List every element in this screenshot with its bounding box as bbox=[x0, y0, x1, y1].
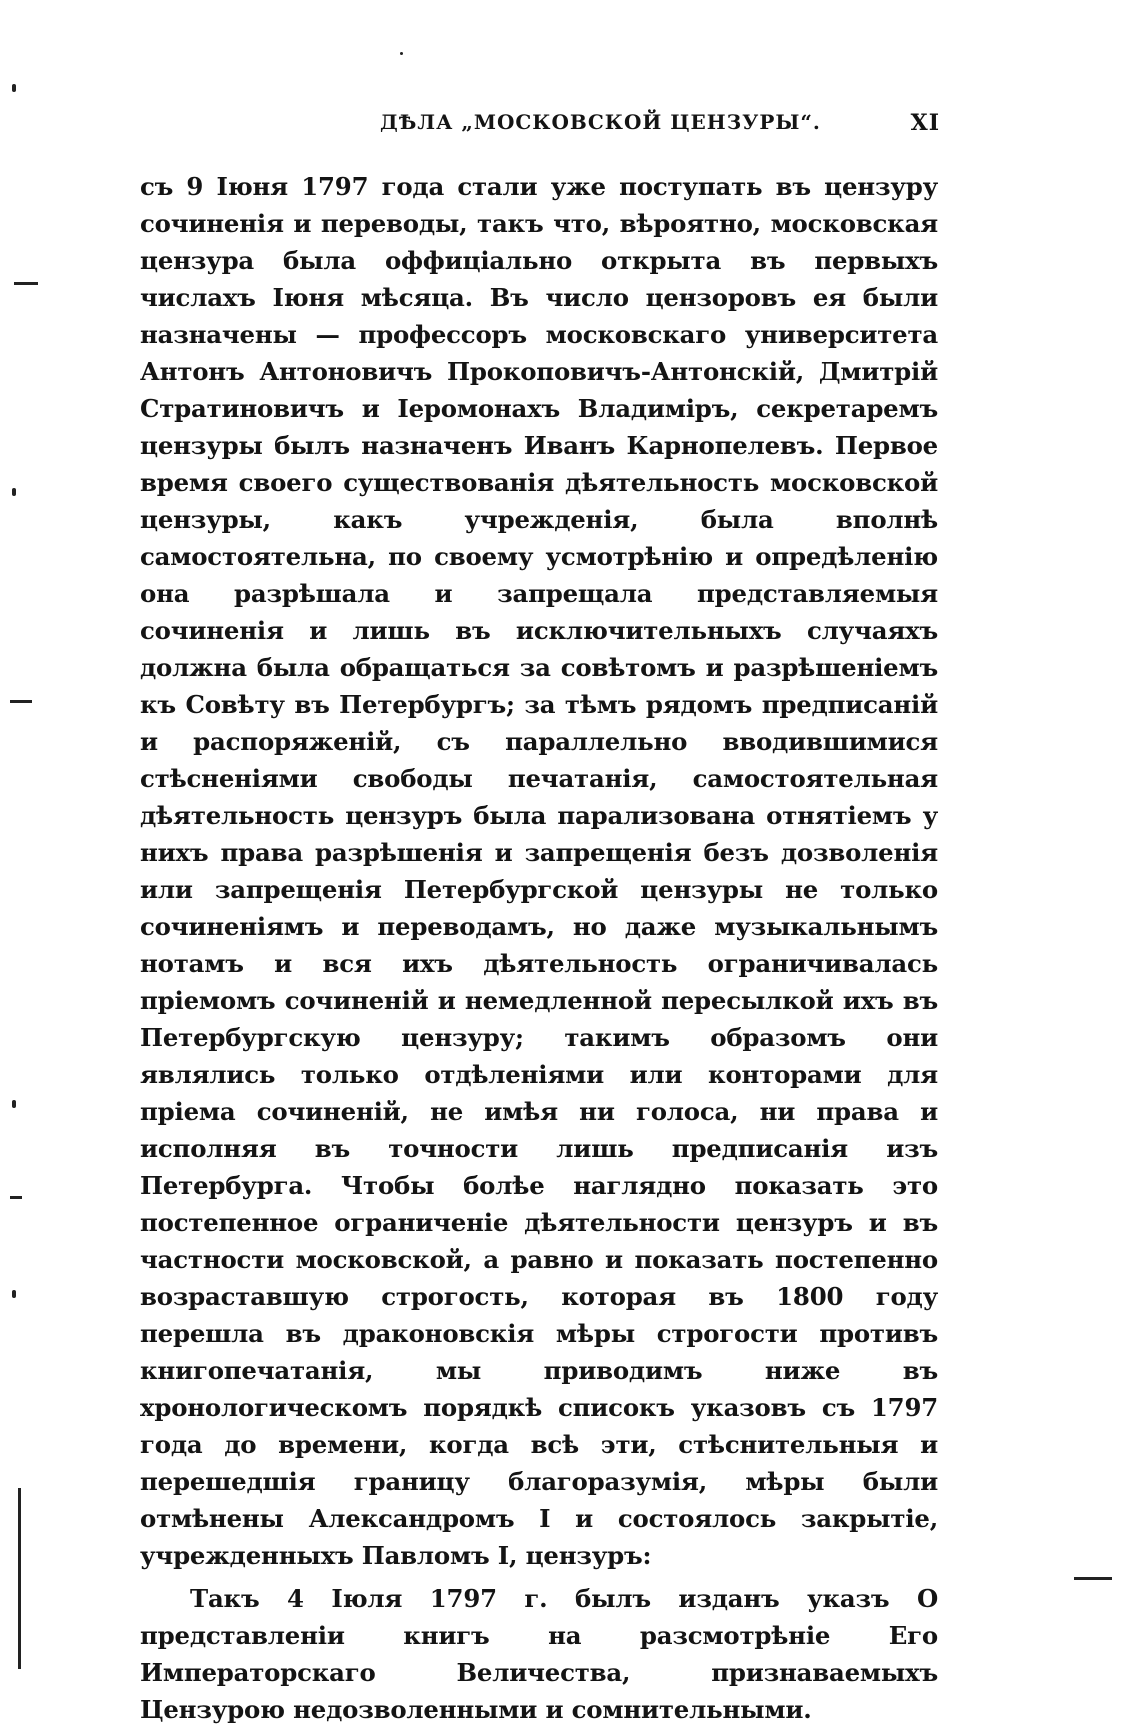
body-text bbox=[140, 168, 938, 1728]
paragraph: Такъ 4 Іюля 1797 г. былъ изданъ указъ О представленіи книгъ на разсмотрѣніе Его Императорскаго Величества, признаваемыхъ Цензурою недозволенными и сомнительными. bbox=[140, 1584, 938, 1724]
running-title: ДѢЛА „МОСКОВСКОЙ ЦЕНЗУРЫ“. bbox=[380, 110, 821, 134]
scan-mark bbox=[400, 52, 403, 55]
scan-mark bbox=[12, 488, 16, 496]
scan-mark bbox=[12, 84, 16, 92]
scan-mark bbox=[1074, 1577, 1112, 1580]
paragraph: съ 9 Іюня 1797 года стали уже поступать въ цензуру сочиненія и переводы, такъ что, вѣроятно, московская цензура была оффиціально открыта въ первыхъ числахъ Іюня мѣсяца. Въ число цензоровъ ея были назначены — профессоръ московскаго университета Антонъ Антоновичъ Прокоповичъ-Антонскій, Дмитрій Стратиновичъ и Іеромонахъ Владиміръ, секретаремъ цензуры былъ назначенъ Иванъ Карнопелевъ. Первое время своего существованія дѣятельность московской цензуры, какъ учрежденія, была вполнѣ самостоятельна, по своему усмотрѣнію и опредѣленію она разрѣшала и запрещала представляемыя сочиненія и лишь въ исключительныхъ случаяхъ должна была обращаться за совѣтомъ и разрѣшеніемъ къ Совѣту въ Петербургъ; за тѣмъ рядомъ предписаній и распоряженій, съ параллельно вводившимися стѣсненіями свободы печатанія, самостоятельная дѣятельность цензуръ была парализована отнятіемъ у нихъ права разрѣшенія и запрещенія безъ дозволенія или запрещенія Петербургской цензуры не только сочиненіямъ и переводамъ, но даже музыкальнымъ нотамъ и вся ихъ дѣятельность ограничивалась пріемомъ сочиненій и немедленной пересылкой ихъ въ Петербургскую цензуру; такимъ образомъ они являлись только отдѣленіями или конторами для пріема сочиненій, не имѣя ни голоса, ни права и исполняя въ точности лишь предписанія изъ Петербурга. Чтобы болѣе наглядно показать это постепенное ограниченіе дѣятельности цензуръ и въ частности московской, а равно и показать постепенно возраставшую строгость, которая въ 1800 году перешла въ драконовскія мѣры строгости противъ книгопечатанія, мы приводимъ ниже въ хронологическомъ порядкѣ списокъ указовъ съ 1797 года до времени, когда всѣ эти, стѣснительныя и перешедшія границу благоразумія, мѣры были отмѣнены Александромъ I и состоялось закрытіе, учрежденныхъ Павломъ I, цензуръ: bbox=[140, 172, 938, 1570]
running-head bbox=[140, 110, 940, 140]
scan-mark bbox=[12, 1290, 16, 1298]
scan-mark bbox=[10, 700, 32, 703]
scan-mark bbox=[12, 1100, 16, 1108]
scan-mark bbox=[10, 1196, 22, 1199]
scan-mark bbox=[14, 282, 38, 285]
scan-mark bbox=[18, 1488, 21, 1669]
page-number: XI bbox=[910, 110, 940, 136]
